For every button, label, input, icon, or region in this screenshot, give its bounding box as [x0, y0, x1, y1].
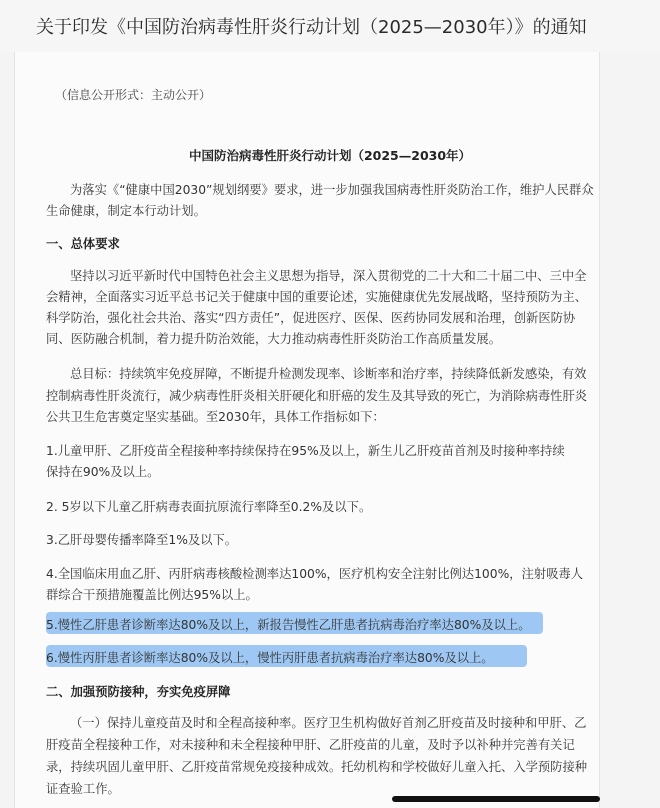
paragraph-1-line-2: 会精神，全面落实习近平总书记关于健康中国的重要论述，实施健康优先发展战略，坚持预防为主、 — [46, 290, 588, 304]
title-fade — [612, 0, 660, 52]
target-5: 5.慢性乙肝患者诊断率达80%及以上，新报告慢性乙肝患者抗病毒治疗率达80%及以上。 — [46, 618, 531, 632]
document-title: 中国防治病毒性肝炎行动计划（2025—2030年） — [188, 148, 472, 163]
paragraph-1-line-4: 同、医防融合机制，着力提升防治效能，大力推动病毒性肝炎防治工作高质量发展。 — [46, 332, 501, 346]
section-2-line-2: 肝疫苗全程接种工作，对未接种和未全程接种甲肝、乙肝疫苗的儿童，及时予以补种并完善有关记 — [46, 738, 575, 752]
intro-line-2: 生命健康，制定本行动计划。 — [46, 204, 206, 218]
target-4-line-1: 4.全国临床用血乙肝、丙肝病毒核酸检测率达100%，医疗机构安全注射比例达100%，注射吸毒人 — [46, 567, 584, 581]
section-2-line-3: 录，持续巩固儿童甲肝、乙肝疫苗常规免疫接种成效。托幼机构和学校做好儿童入托、入学预防接种 — [46, 760, 588, 774]
section-2-line-4: 证查验工作。 — [46, 782, 120, 796]
paragraph-1-line-1: 坚持以习近平新时代中国特色社会主义思想为指导，深入贯彻党的二十大和二十届二中、三中全 — [70, 269, 587, 283]
target-4-line-2: 群综合干预措施覆盖比例达95%以上。 — [46, 588, 258, 602]
section-heading-1: 一、总体要求 — [46, 237, 120, 251]
section-2-line-1: （一）保持儿童疫苗及时和全程高接种率。医疗卫生机构做好首剂乙肝疫苗及时接种和甲肝、乙 — [70, 716, 587, 730]
target-3: 3.乙肝母婴传播率降至1%及以下。 — [46, 533, 238, 547]
target-1-line-2: 保持在90%及以上。 — [46, 465, 160, 479]
publicity-label: （信息公开形式：主动公开） — [55, 88, 212, 102]
target-6: 6.慢性丙肝患者诊断率达80%及以上，慢性丙肝患者抗病毒治疗率达80%及以上。 — [46, 651, 494, 665]
target-2: 2. 5岁以下儿童乙肝病毒表面抗原流行率降至0.2%及以下。 — [46, 500, 372, 514]
paragraph-2-line-3: 公共卫生危害奠定坚实基础。至2030年，具体工作指标如下： — [46, 410, 385, 424]
paragraph-2-line-1: 总目标：持续筑牢免疫屏障，不断提升检测发现率、诊断率和治疗率，持续降低新发感染，有效 — [70, 367, 587, 381]
home-indicator[interactable] — [392, 796, 600, 802]
section-heading-2: 二、加强预防接种，夯实免疫屏障 — [46, 685, 231, 699]
paragraph-2-line-2: 控制病毒性肝炎流行，减少病毒性肝炎相关肝硬化和肝癌的发生及其导致的死亡，为消除病毒性肝炎 — [46, 389, 588, 403]
target-1-line-1: 1.儿童甲肝、乙肝疫苗全程接种率持续保持在95%及以上，新生儿乙肝疫苗首剂及时接种率持续 — [46, 444, 565, 458]
paragraph-1-line-3: 科学防治，强化社会共治、落实“四方责任”，促进医疗、医保、医药协同发展和治理，创新医防协 — [46, 311, 576, 325]
title-bar — [0, 0, 660, 52]
intro-line-1: 为落实《“健康中国2030”规划纲要》要求，进一步加强我国病毒性肝炎防治工作，维护人民群众 — [70, 183, 594, 197]
page-title: 关于印发《中国防治病毒性肝炎行动计划（2025—2030年）》的通知 — [36, 17, 587, 38]
